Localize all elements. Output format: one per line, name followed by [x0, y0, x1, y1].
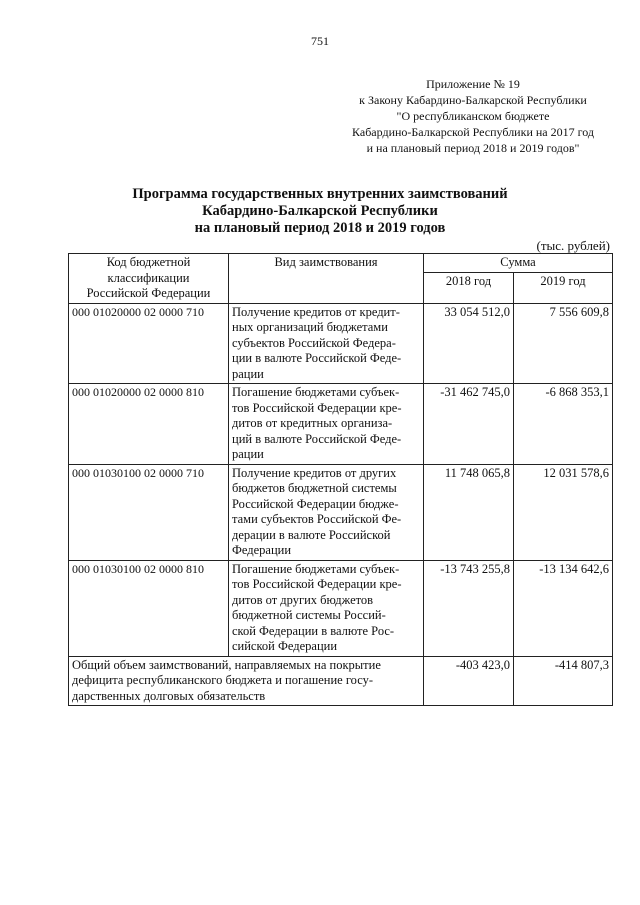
total-2019-cell: -414 807,3	[514, 656, 613, 706]
amount-2018-cell: 33 054 512,0	[424, 303, 514, 384]
description-line: дитов от других бюджетов	[232, 592, 374, 607]
total-label-cell	[69, 656, 424, 706]
description-line: Российской Федерации бюдже-	[232, 496, 399, 511]
header-year-2018: 2018 год	[424, 272, 514, 303]
description-line: Погашение бюджетами субъек-	[232, 561, 400, 576]
amount-2019-cell: -13 134 642,6	[514, 560, 613, 656]
description-line: Федерации	[232, 543, 292, 557]
budget-code-cell: 000 01030100 02 0000 710	[69, 464, 229, 560]
appendix-line: и на плановый период 2018 и 2019 годов"	[366, 141, 580, 155]
table-row	[69, 560, 613, 656]
total-2018-cell: -403 423,0	[424, 656, 514, 706]
document-title	[0, 186, 640, 237]
description-line: ных организаций бюджетами	[232, 320, 388, 334]
budget-code-cell: 000 01020000 02 0000 710	[69, 303, 229, 384]
description-line: Общий объем заимствований, направляемых на покрытие	[72, 657, 381, 672]
header-code: Код бюджетной классификации Российской Федерации	[69, 254, 229, 304]
description-line: субъектов Российской Федера-	[232, 335, 396, 350]
appendix-line: Приложение № 19	[426, 77, 520, 91]
appendix-line: "О республиканском бюджете	[396, 109, 550, 123]
amount-2019-cell: -6 868 353,1	[514, 384, 613, 465]
appendix-line: Кабардино-Балкарской Республики на 2017 год	[352, 125, 594, 139]
description-line: сийской Федерации	[232, 639, 338, 653]
description-line: тов Российской Федерации кре-	[232, 577, 402, 591]
description-line: рации	[232, 366, 264, 381]
amount-2019-cell: 12 031 578,6	[514, 464, 613, 560]
description-line: ской Федерации в валюте Рос-	[232, 623, 395, 638]
description-line: дефицита республиканского бюджета и погашение госу-	[72, 673, 374, 687]
description-line: ций в валюте Российской Феде-	[232, 431, 402, 446]
description-line: Получение кредитов от кредит-	[232, 304, 400, 319]
header-borrowing-type: Вид заимствования	[229, 254, 424, 304]
description-line: Погашение бюджетами субъек-	[232, 385, 400, 399]
title-line: Программа государственных внутренних заимствований	[132, 186, 508, 202]
page-number: 751	[311, 34, 329, 48]
amount-2019-cell: 7 556 609,8	[514, 303, 613, 384]
budget-code-cell: 000 01030100 02 0000 810	[69, 560, 229, 656]
description-line: бюджетной системы Россий-	[232, 608, 386, 622]
amount-2018-cell: -13 743 255,8	[424, 560, 514, 656]
total-row	[69, 656, 613, 706]
table-body	[69, 303, 613, 706]
borrowing-type-cell	[229, 560, 424, 656]
amount-2018-cell: -31 462 745,0	[424, 384, 514, 465]
table-row	[69, 464, 613, 560]
description-line: дитов от кредитных организа-	[232, 416, 393, 430]
borrowing-type-cell	[229, 464, 424, 560]
header-sum: Сумма	[424, 254, 613, 273]
appendix-reference	[352, 76, 594, 156]
amount-2018-cell: 11 748 065,8	[424, 464, 514, 560]
description-line: ции в валюте Российской Феде-	[232, 351, 402, 365]
description-line: тов Российской Федерации кре-	[232, 400, 402, 415]
description-line: рации	[232, 447, 264, 461]
title-line: на плановый период 2018 и 2019 годов	[194, 220, 446, 236]
borrowing-type-cell	[229, 303, 424, 384]
title-line: Кабардино-Балкарской Республики	[202, 203, 438, 219]
description-line: дерации в валюте Российской	[232, 527, 391, 542]
budget-code-cell: 000 01020000 02 0000 810	[69, 384, 229, 465]
header-year-2019: 2019 год	[514, 272, 613, 303]
unit-label: (тыс. рублей)	[536, 238, 610, 253]
description-line: тами субъектов Российской Фе-	[232, 512, 402, 526]
description-line: бюджетов бюджетной системы	[232, 481, 397, 495]
table-row	[69, 303, 613, 384]
borrowing-table	[68, 253, 613, 706]
description-line: дарственных долговых обязательств	[72, 688, 266, 703]
table-row	[69, 384, 613, 465]
appendix-line: к Закону Кабардино-Балкарской Республики	[359, 93, 587, 107]
description-line: Получение кредитов от других	[232, 465, 397, 480]
borrowing-type-cell	[229, 384, 424, 465]
